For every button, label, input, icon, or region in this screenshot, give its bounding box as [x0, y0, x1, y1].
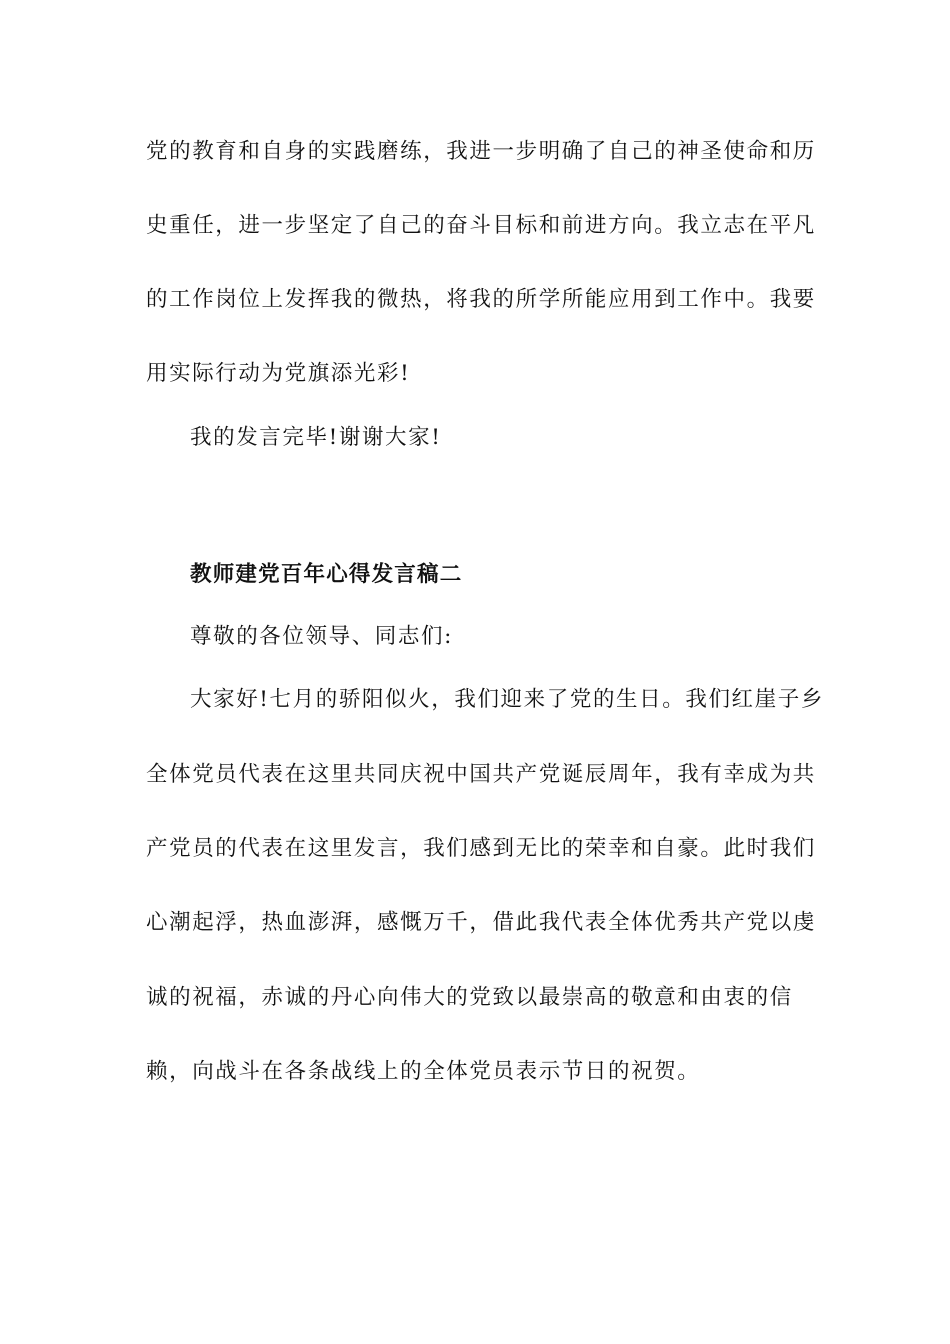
- closing-line: 我的发言完毕!谢谢大家!: [190, 425, 442, 450]
- paragraph-line: 诚的祝福，赤诚的丹心向伟大的党致以最崇高的敬意和由衷的信: [146, 985, 793, 1010]
- paragraph-line: 用实际行动为党旗添光彩!: [146, 361, 411, 386]
- paragraph-line: 产党员的代表在这里发言，我们感到无比的荣幸和自豪。此时我们: [146, 836, 816, 861]
- section-title: 教师建党百年心得发言稿二: [190, 562, 463, 587]
- paragraph-line: 党的教育和自身的实践磨练，我进一步明确了自己的神圣使命和历: [146, 139, 816, 164]
- paragraph-line: 全体党员代表在这里共同庆祝中国共产党诞辰周年，我有幸成为共: [146, 762, 816, 787]
- paragraph-line: 赖，向战斗在各条战线上的全体党员表示节日的祝贺。: [146, 1059, 701, 1084]
- salutation: 尊敬的各位领导、同志们:: [190, 624, 453, 649]
- paragraph-line: 史重任，进一步坚定了自己的奋斗目标和前进方向。我立志在平凡: [146, 213, 816, 238]
- paragraph-line: 的工作岗位上发挥我的微热，将我的所学所能应用到工作中。我要: [146, 287, 816, 312]
- paragraph-line: 大家好!七月的骄阳似火，我们迎来了党的生日。我们红崖子乡: [190, 687, 824, 712]
- paragraph-line: 心潮起浮，热血澎湃，感慨万千，借此我代表全体优秀共产党以虔: [146, 910, 816, 935]
